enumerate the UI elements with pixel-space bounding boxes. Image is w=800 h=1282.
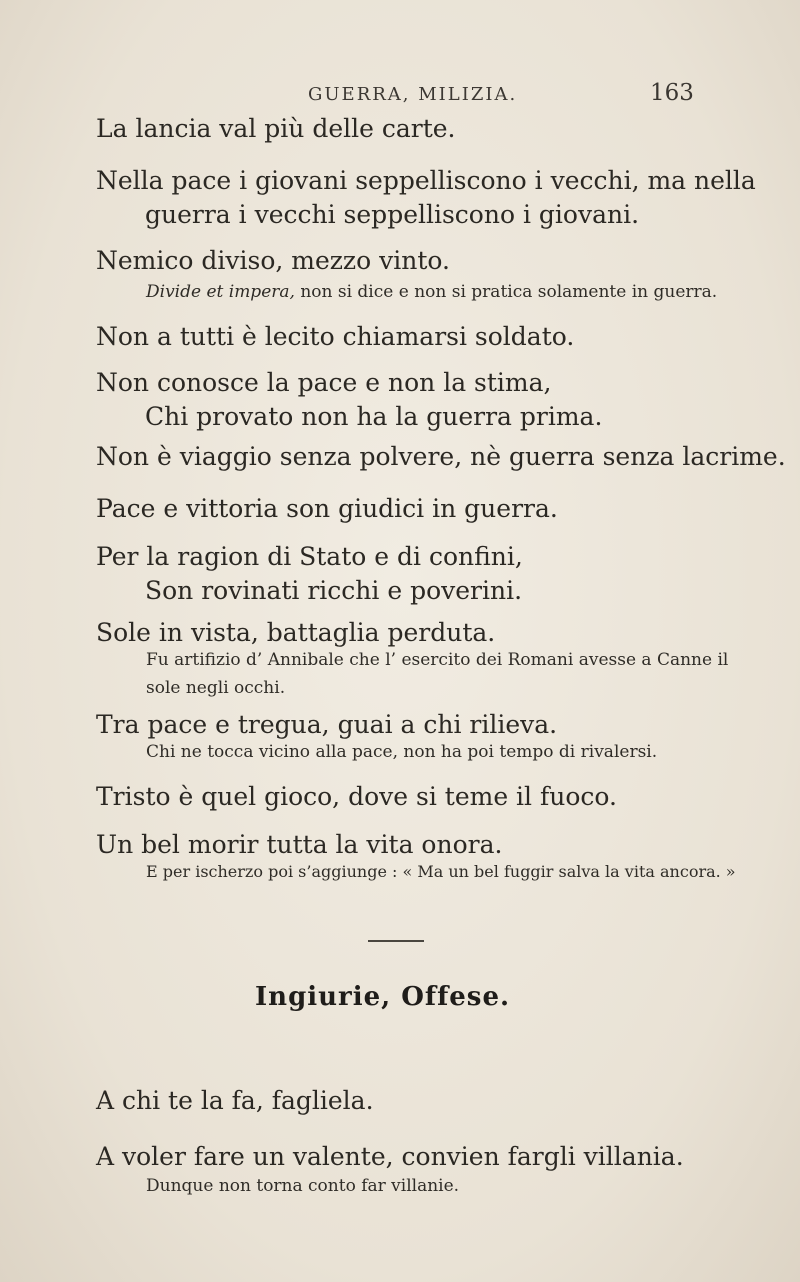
proverb-line: guerra i vecchi seppelliscono i giovani. [145,200,640,229]
proverb-line: Nemico diviso, mezzo vinto. [96,246,450,275]
proverb [96,320,574,354]
proverb-note [146,646,728,702]
proverb-line: Un bel morir tutta la vita onora. [96,830,503,859]
proverb-note [146,1172,459,1200]
page-number: 163 [650,80,694,106]
proverb [96,708,557,742]
note-line: sole negli occhi. [146,678,286,698]
proverb-line: Tristo è quel gioco, dove si teme il fuoco. [96,782,617,811]
proverb [96,828,502,862]
proverb [96,540,523,608]
proverb-line: Son rovinati ricchi e poverini. [145,576,523,605]
running-header: GUERRA, MILIZIA. [308,84,518,105]
note-line: E per ischerzo poi s’aggiunge : « Ma un bel fuggir salva la vita ancora. » [146,862,736,881]
proverb-line: Chi provato non ha la guerra prima. [145,402,603,431]
note-line: Chi ne tocca vicino alla pace, non ha poi tempo di rivalersi. [146,742,658,762]
proverb [96,112,456,146]
proverb [96,244,450,278]
proverb [96,780,617,814]
section-divider [368,940,424,942]
proverb [96,440,786,474]
proverb [96,366,602,434]
proverb-line: Non conosce la pace e non la stima, [96,368,552,397]
note-line: Fu artifizio d’ Annibale che l’ esercito dei Romani avesse a Canne il [146,650,729,670]
note-line: Dunque non torna conto far villanie. [146,1176,460,1196]
proverb [96,1140,684,1174]
proverb-line: Nella pace i giovani seppelliscono i vecchi, ma nella [96,166,756,195]
proverb-note [146,858,736,886]
proverb-line: Non a tutti è lecito chiamarsi soldato. [96,322,575,351]
proverb-note [146,738,657,766]
proverb [96,616,495,650]
proverb-line: A chi te la fa, fagliela. [96,1086,374,1115]
proverb-line: A voler fare un valente, convien fargli villania. [96,1142,684,1171]
proverb-note [146,278,717,306]
note-italic: Divide et impera, [146,282,295,302]
proverb-line: La lancia val più delle carte. [96,114,456,143]
proverb-line: Per la ragion di Stato e di confini, [96,542,523,571]
proverb-line: Non è viaggio senza polvere, nè guerra senza lacrime. [96,442,786,471]
proverb-line: Pace e vittoria son giudici in guerra. [96,494,558,523]
proverb-line: Tra pace e tregua, guai a chi rilieva. [96,710,558,739]
note-text: non si dice e non si pratica solamente in guerra. [294,282,718,302]
proverb [96,1084,374,1118]
proverb [96,164,756,232]
section-heading: Ingiurie, Offese. [255,982,511,1012]
proverb [96,492,558,526]
proverb-line: Sole in vista, battaglia perduta. [96,618,496,647]
